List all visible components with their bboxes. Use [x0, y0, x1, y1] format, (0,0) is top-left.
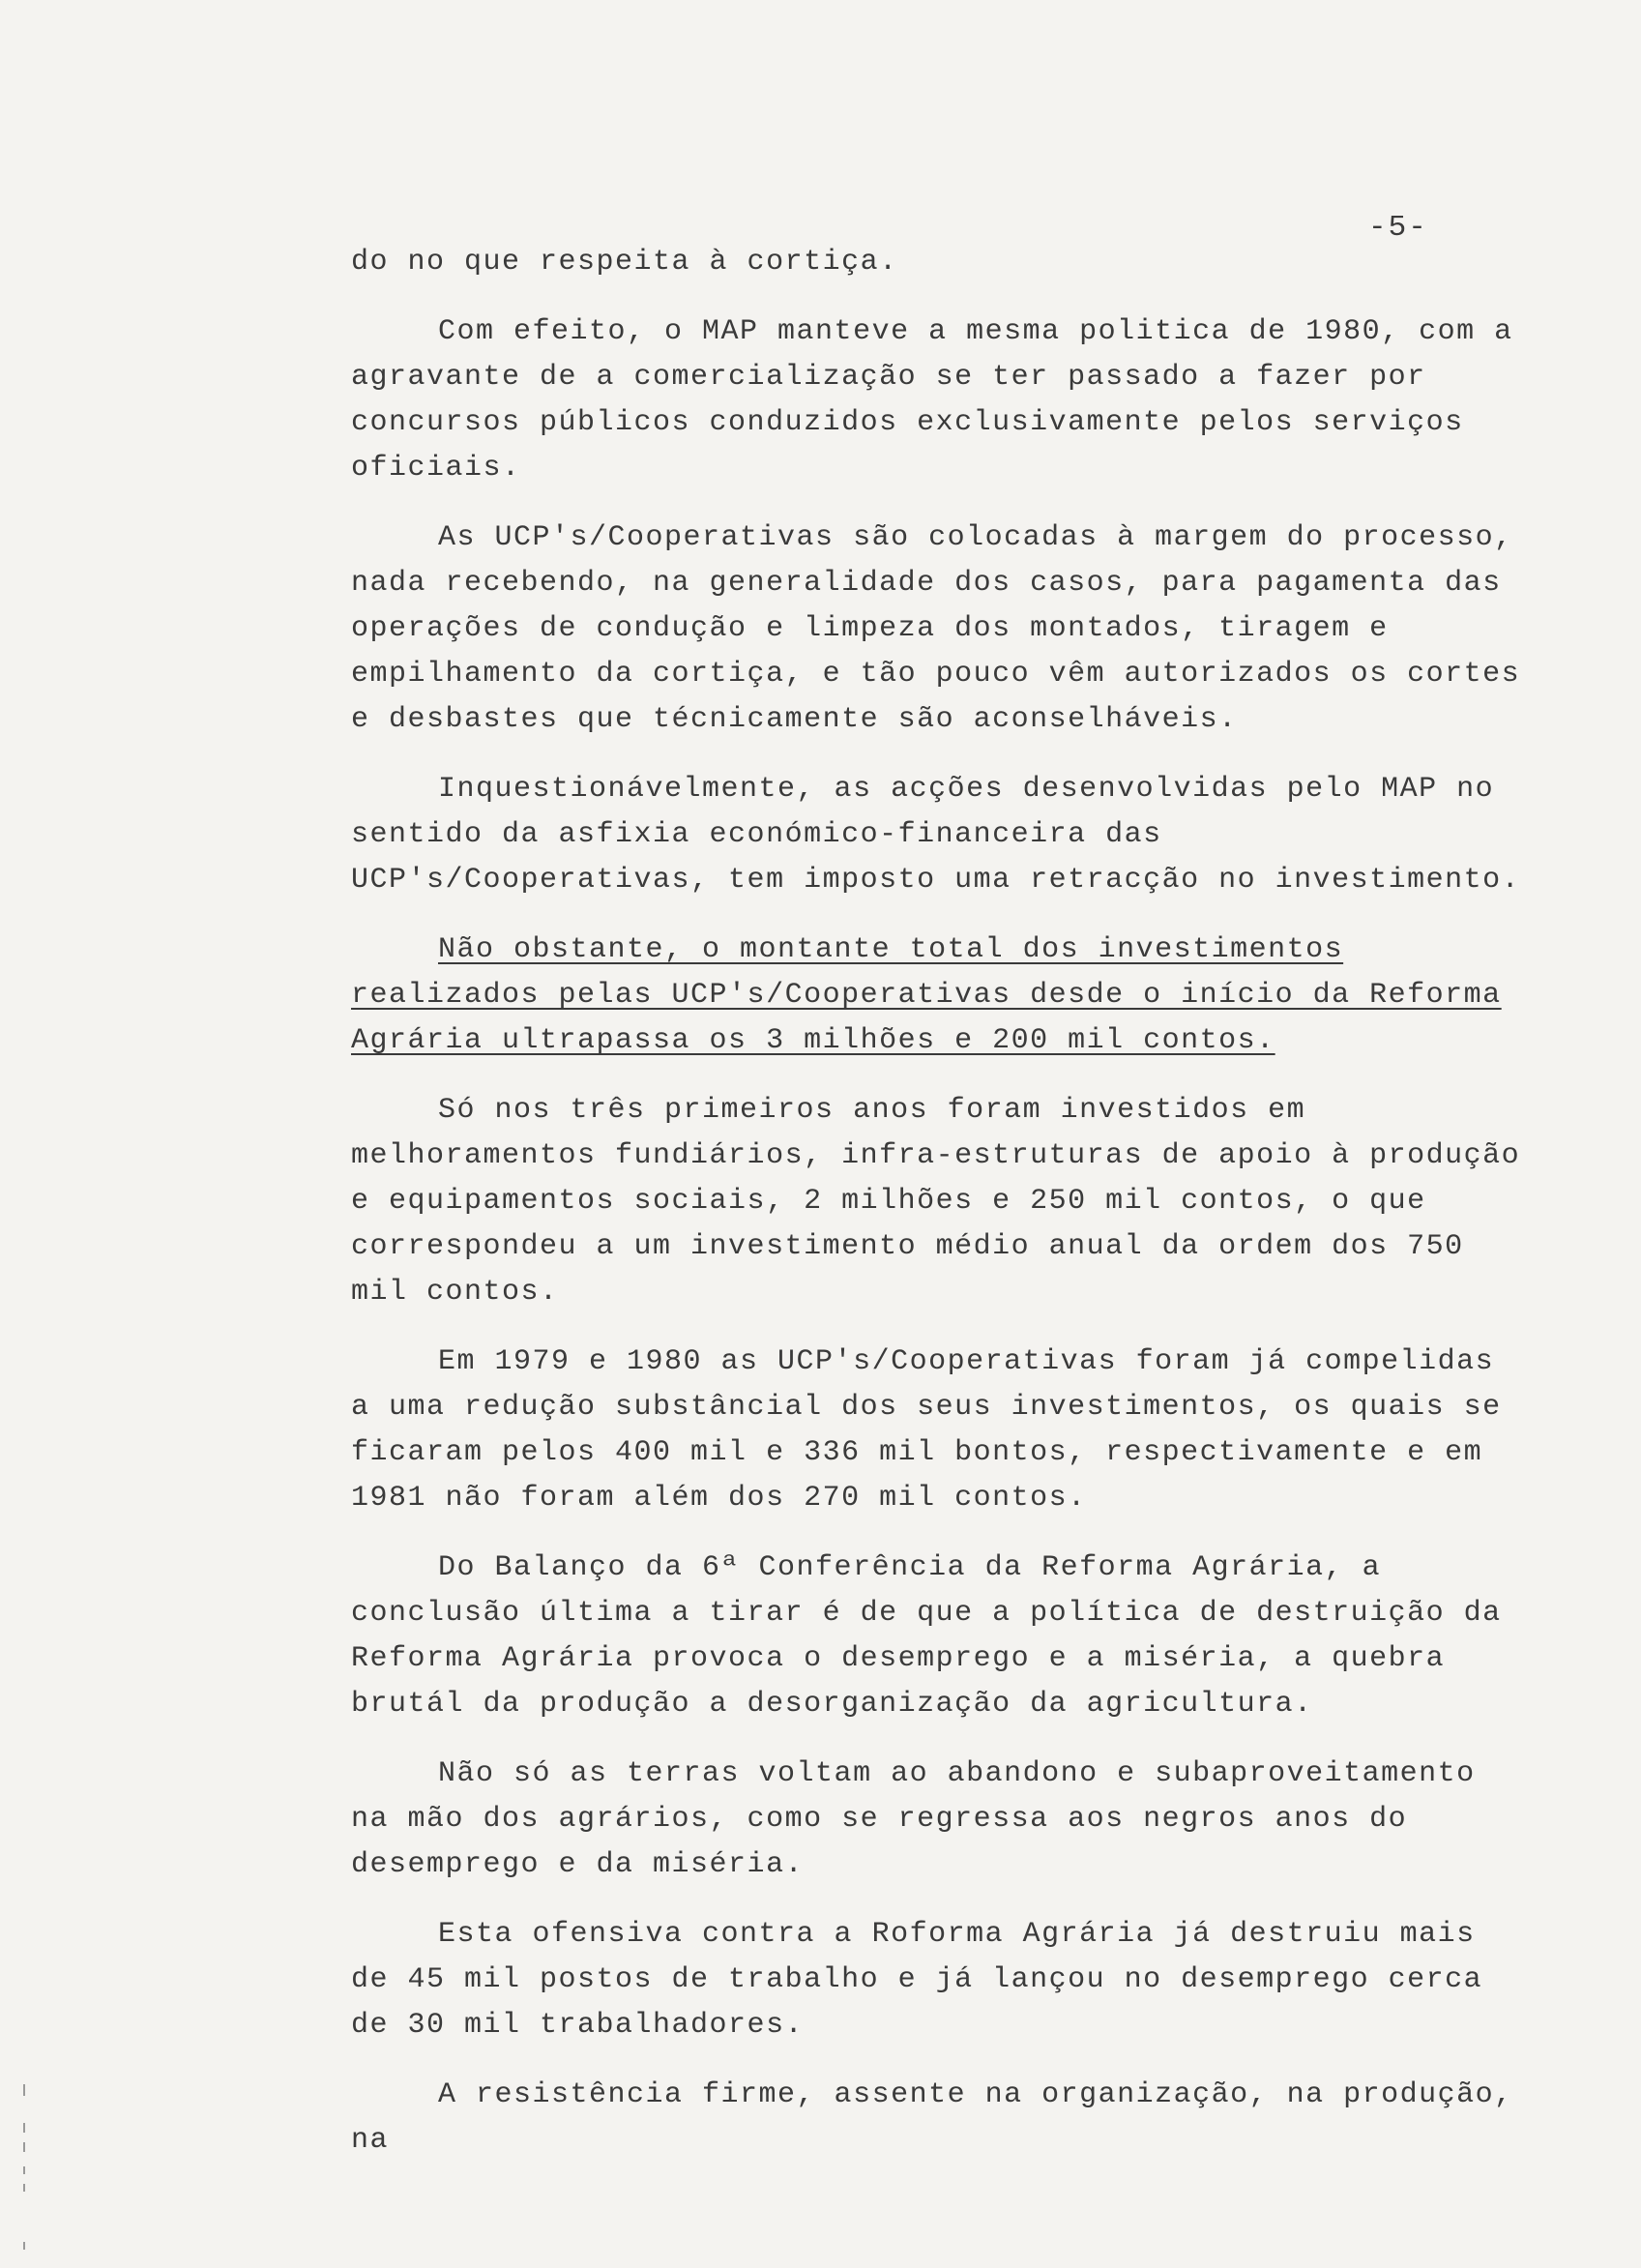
paragraph-total-investment: Não obstante, o montante total dos investimentos realizados pelas UCP's/Cooperativas desde o início da Reforma Agrária ultrapassa os 3 milhões e 200 mil contos.	[351, 933, 1502, 1057]
paragraph-conference-balance: Do Balanço da 6ª Conferência da Reforma Agrária, a conclusão última a tirar é de que a política de destruição da Reforma Agrária provoca o desemprego e a miséria, a quebra brutál da produção a desorganização da agricultura.	[351, 1551, 1502, 1721]
paragraph-resistance: A resistência firme, assente na organização, na produção, na	[351, 2078, 1513, 2157]
paragraph-offensive: Esta ofensiva contra a Roforma Agrária já destruiu mais de 45 mil postos de trabalho e já lançou no desemprego cerca de 30 mil trabalhadores.	[351, 1918, 1483, 2042]
page-number: -5-	[1368, 211, 1428, 245]
paragraph-first-years: Só nos três primeiros anos foram investidos em melhoramentos fundiários, infra-estruturas de apoio à produção e equipamentos sociais, 2 milhões e 250 mil contos, o que correspondeu a um investimento médio anual da ordem dos 750 mil contos.	[351, 1094, 1521, 1309]
paragraph-map-policy: Com efeito, o MAP manteve a mesma politica de 1980, com a agravante de a comercialização se ter passado a fazer por concursos públicos conduzidos exclusivamente pelos serviços oficiais.	[351, 315, 1513, 485]
paragraph-abandonment: Não só as terras voltam ao abandono e subaproveitamento na mão dos agrários, como se regressa aos negros anos do desemprego e da miséria.	[351, 1757, 1476, 1881]
paragraph-1979-1980: Em 1979 e 1980 as UCP's/Cooperativas foram já compelidas a uma redução substâncial dos seus investimentos, os quais se ficaram pelos 400 mil e 336 mil bontos, respectivamente e em 1981 não foram além dos 270 mil contos.	[351, 1345, 1502, 1515]
paragraph-continuation: do no que respeita à cortiça.	[351, 246, 898, 279]
document-body	[351, 240, 1531, 2188]
paragraph-cooperatives-margin: As UCP's/Cooperativas são colocadas à margem do processo, nada recebendo, na generalidade dos casos, para pagamenta das operações de condução e limpeza dos montados, tiragem e empilhamento da cortiça, e tão pouco vêm autorizados os cortes e desbastes que técnicamente são aconselháveis.	[351, 521, 1521, 736]
paragraph-asphyxia: Inquestionávelmente, as acções desenvolvidas pelo MAP no sentido da asfixia económico-financeira das UCP's/Cooperativas, tem imposto uma retracção no investimento.	[351, 773, 1521, 897]
